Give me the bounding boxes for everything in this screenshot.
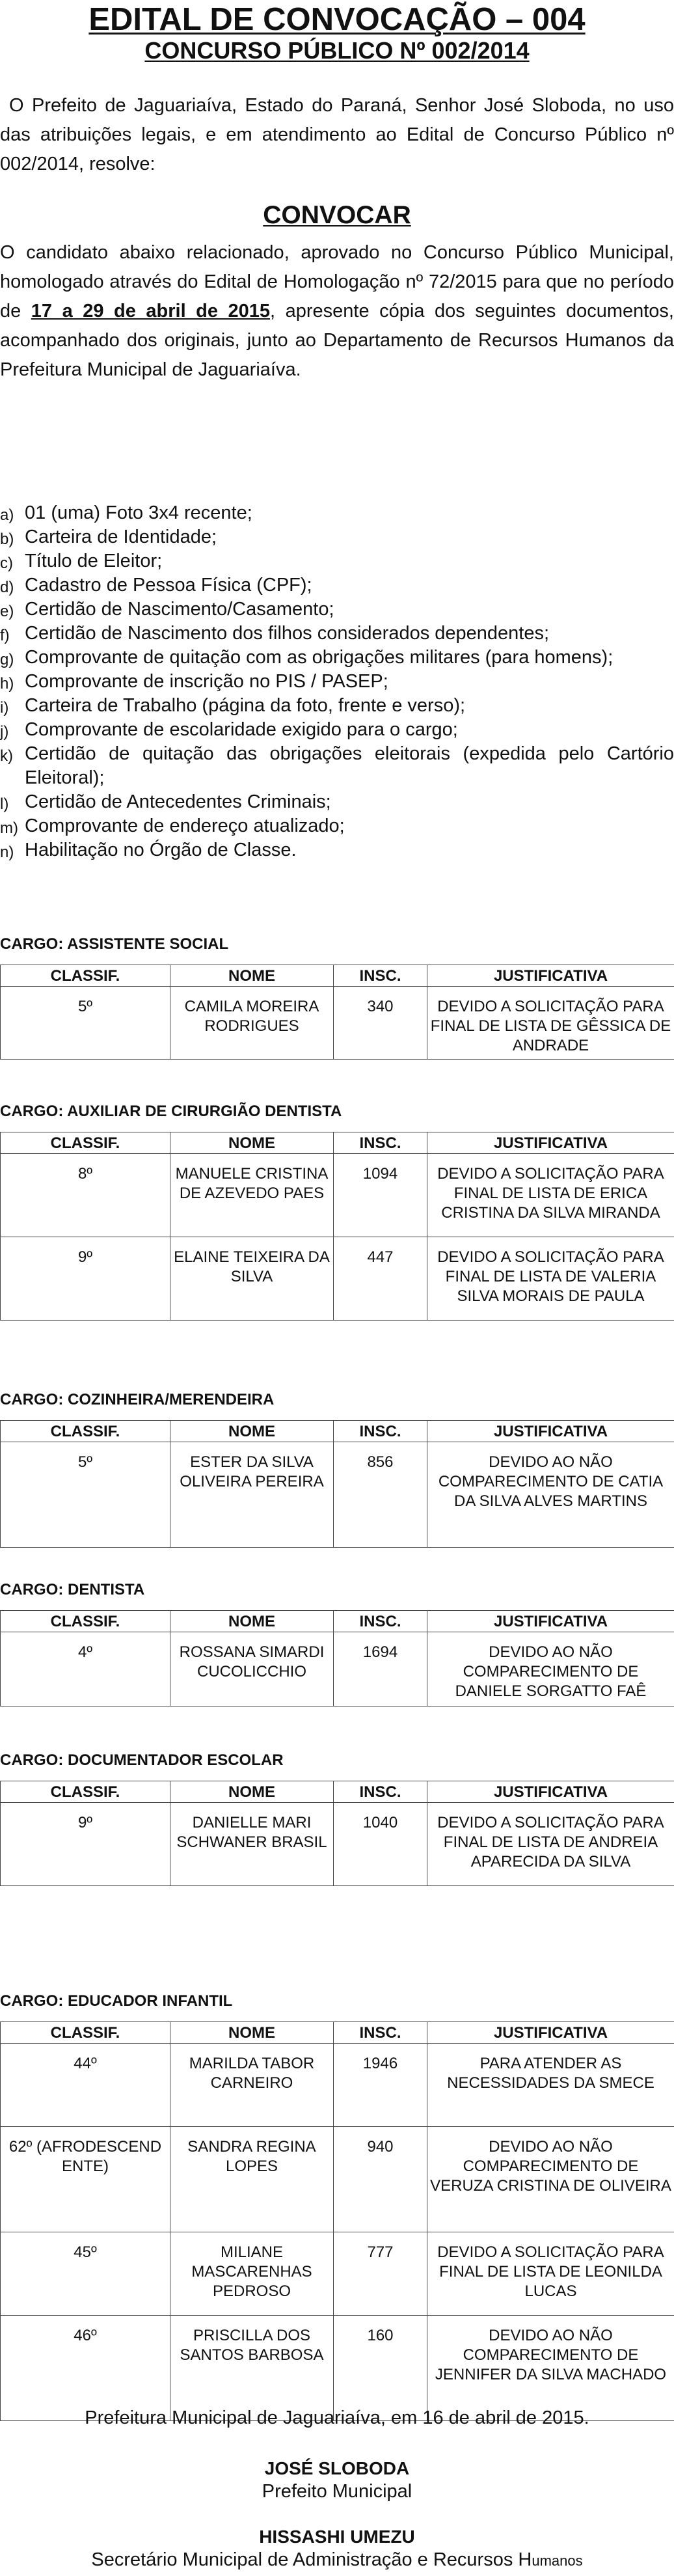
document-item [0, 549, 674, 573]
column-header: NOME [170, 1781, 334, 1803]
document-item [0, 501, 674, 525]
signer2-role-tail: umanos [532, 2553, 583, 2569]
candidates-table [0, 1420, 674, 1548]
cell-insc: 777 [334, 2232, 427, 2316]
documents-list [0, 501, 674, 862]
column-header: NOME [170, 1421, 334, 1442]
cargo-section [0, 1102, 674, 1321]
cell-just: PARA ATENDER AS NECESSIDADES DA SMECE [427, 2044, 674, 2127]
cell-just: DEVIDO A SOLICITAÇÃO PARA FINAL DE LISTA DE GÊSSICA DE ANDRADE [427, 987, 674, 1060]
document-item [0, 622, 674, 646]
candidates-table [0, 1132, 674, 1321]
candidates-table [0, 2021, 674, 2421]
cell-just: DEVIDO AO NÃO COMPARECIMENTO DE VERUZA CRISTINA DE OLIVEIRA [427, 2127, 674, 2232]
document-text: Comprovante de endereço atualizado; [25, 815, 345, 836]
document-item [0, 718, 674, 742]
convocation-period: 17 a 29 de abril de 2015 [31, 301, 271, 322]
document-letter: d) [0, 579, 14, 596]
cell-just: DEVIDO AO NÃO COMPARECIMENTO DE CATIA DA SILVA ALVES MARTINS [427, 1442, 674, 1548]
document-text: Certidão de Nascimento/Casamento; [25, 599, 334, 620]
cell-classif: 8º [1, 1154, 170, 1237]
cell-insc: 940 [334, 2127, 427, 2232]
column-header: INSC. [334, 1611, 427, 1632]
table-row [1, 2316, 674, 2421]
candidates-table [0, 1610, 674, 1706]
column-header: INSC. [334, 1421, 427, 1442]
document-text: 01 (uma) Foto 3x4 recente; [25, 502, 252, 523]
cell-nome: DANIELLE MARI SCHWANER BRASIL [170, 1803, 334, 1886]
document-letter: i) [0, 699, 9, 717]
document-text: Certidão de quitação das obrigações eleitorais (expedida pelo Cartório Eleitoral); [25, 743, 674, 788]
cell-just: DEVIDO A SOLICITAÇÃO PARA FINAL DE LISTA DE ERICA CRISTINA DA SILVA MIRANDA [427, 1154, 674, 1237]
document-text: Cadastro de Pessoa Física (CPF); [25, 575, 312, 596]
cell-just: DEVIDO A SOLICITAÇÃO PARA FINAL DE LISTA DE LEONILDA LUCAS [427, 2232, 674, 2316]
document-letter: g) [0, 651, 14, 668]
edital-subtitle: CONCURSO PÚBLICO Nº 002/2014 [144, 37, 530, 64]
intro-paragraph: O Prefeito de Jaguariaíva, Estado do Paraná, Senhor José Sloboda, no uso das atribuições legais, e em atendimento ao Edital de Concurso Público nº 002/2014, resolve: [0, 95, 674, 174]
convocation-paragraph [0, 238, 674, 385]
cell-just: DEVIDO AO NÃO COMPARECIMENTO DE JENNIFER DA SILVA MACHADO [427, 2316, 674, 2421]
cargo-section [0, 1580, 674, 1706]
cargo-section [0, 1992, 674, 2421]
cargo-heading: CARGO: DOCUMENTADOR ESCOLAR [0, 1751, 284, 1769]
document-item [0, 646, 674, 670]
table-header-row [1, 2022, 674, 2044]
document-letter: c) [0, 555, 13, 572]
cell-insc: 1946 [334, 2044, 427, 2127]
cell-just: DEVIDO A SOLICITAÇÃO PARA FINAL DE LISTA DE ANDREIA APARECIDA DA SILVA [427, 1803, 674, 1886]
cell-nome: ELAINE TEIXEIRA DA SILVA [170, 1237, 334, 1321]
cell-insc: 1040 [334, 1803, 427, 1886]
cell-classif: 9º [1, 1803, 170, 1886]
column-header: INSC. [334, 1781, 427, 1803]
document-letter: j) [0, 723, 9, 741]
cell-nome: SANDRA REGINA LOPES [170, 2127, 334, 2232]
cargo-heading: CARGO: DENTISTA [0, 1581, 145, 1598]
table-header-row [1, 1781, 674, 1803]
column-header: INSC. [334, 2022, 427, 2044]
table-row [1, 1237, 674, 1321]
document-item [0, 670, 674, 694]
cell-just: DEVIDO A SOLICITAÇÃO PARA FINAL DE LISTA DE VALERIA SILVA MORAIS DE PAULA [427, 1237, 674, 1321]
cell-just: DEVIDO AO NÃO COMPARECIMENTO DE DANIELE SORGATTO FAÊ [427, 1632, 674, 1706]
cell-classif: 9º [1, 1237, 170, 1321]
cell-classif: 62º (AFRODESCEND ENTE) [1, 2127, 170, 2232]
column-header: NOME [170, 1132, 334, 1154]
document-text: Habilitação no Órgão de Classe. [25, 840, 297, 860]
cargo-heading: CARGO: AUXILIAR DE CIRURGIÃO DENTISTA [0, 1103, 342, 1120]
cell-insc: 340 [334, 987, 427, 1060]
document-letter: f) [0, 627, 10, 644]
edital-title: EDITAL DE CONVOCAÇÃO – 004 [88, 2, 586, 37]
cargo-heading: CARGO: COZINHEIRA/MERENDEIRA [0, 1391, 275, 1408]
cell-nome: MANUELE CRISTINA DE AZEVEDO PAES [170, 1154, 334, 1237]
cell-classif: 45º [1, 2232, 170, 2316]
column-header: CLASSIF. [1, 1421, 170, 1442]
document-item [0, 694, 674, 718]
document-text: Comprovante de quitação com as obrigações militares (para homens); [25, 647, 613, 668]
cell-nome: ROSSANA SIMARDI CUCOLICCHIO [170, 1632, 334, 1706]
column-header: CLASSIF. [1, 1611, 170, 1632]
column-header: NOME [170, 2022, 334, 2044]
document-text: Certidão de Antecedentes Criminais; [25, 791, 331, 812]
document-letter: e) [0, 603, 14, 620]
table-row [1, 1632, 674, 1706]
column-header: INSC. [334, 965, 427, 987]
convocar-heading: CONVOCAR [263, 201, 411, 229]
cargo-heading: CARGO: ASSISTENTE SOCIAL [0, 935, 229, 953]
document-text: Carteira de Identidade; [25, 527, 217, 547]
cell-insc: 1694 [334, 1632, 427, 1706]
cargo-section [0, 1751, 674, 1886]
cell-nome: MARILDA TABOR CARNEIRO [170, 2044, 334, 2127]
document-text: Comprovante de inscrição no PIS / PASEP; [25, 671, 388, 692]
column-header: JUSTIFICATIVA [427, 1421, 674, 1442]
document-item [0, 573, 674, 597]
cargo-heading: CARGO: EDUCADOR INFANTIL [0, 1992, 233, 2010]
document-text: Comprovante de escolaridade exigido para o cargo; [25, 719, 458, 740]
document-text: Certidão de Nascimento dos filhos considerados dependentes; [25, 623, 550, 644]
column-header: CLASSIF. [1, 1781, 170, 1803]
cell-insc: 160 [334, 2316, 427, 2421]
document-text: Título de Eleitor; [25, 551, 163, 571]
column-header: JUSTIFICATIVA [427, 2022, 674, 2044]
candidates-table [0, 965, 674, 1060]
column-header: JUSTIFICATIVA [427, 1132, 674, 1154]
document-letter: h) [0, 675, 14, 692]
column-header: JUSTIFICATIVA [427, 1781, 674, 1803]
document-text: Carteira de Trabalho (página da foto, frente e verso); [25, 695, 466, 716]
column-header: CLASSIF. [1, 2022, 170, 2044]
convocation-text-after: , apresente cópia dos seguintes documentos, acompanhado dos originais, junto ao Departamento de Recursos Humanos da Prefeitura Municipal de Jaguariaíva. [0, 301, 674, 380]
cell-classif: 5º [1, 987, 170, 1060]
column-header: JUSTIFICATIVA [427, 965, 674, 987]
table-header-row [1, 965, 674, 987]
cell-classif: 5º [1, 1442, 170, 1548]
document-item [0, 790, 674, 814]
cell-insc: 1094 [334, 1154, 427, 1237]
column-header: NOME [170, 965, 334, 987]
signer2-name: HISSASHI UMEZU [259, 2527, 415, 2547]
document-letter: a) [0, 506, 14, 524]
column-header: NOME [170, 1611, 334, 1632]
signer2-role-main: Secretário Municipal de Administração e Recursos H [91, 2549, 532, 2570]
document-item [0, 838, 674, 862]
document-letter: n) [0, 843, 14, 861]
document-item [0, 525, 674, 549]
cell-nome: MILIANE MASCARENHAS PEDROSO [170, 2232, 334, 2316]
cell-nome: CAMILA MOREIRA RODRIGUES [170, 987, 334, 1060]
cell-insc: 447 [334, 1237, 427, 1321]
table-row [1, 2232, 674, 2316]
column-header: CLASSIF. [1, 1132, 170, 1154]
table-row [1, 2127, 674, 2232]
document-letter: l) [0, 795, 9, 813]
table-header-row [1, 1421, 674, 1442]
document-item [0, 597, 674, 622]
column-header: CLASSIF. [1, 965, 170, 987]
table-row [1, 1154, 674, 1237]
table-row [1, 2044, 674, 2127]
document-letter: k) [0, 747, 13, 765]
signer1-name: JOSÉ SLOBODA [264, 2458, 410, 2478]
document-item [0, 814, 674, 838]
signer2-role [0, 2548, 674, 2573]
candidates-table [0, 1781, 674, 1886]
document-item [0, 742, 674, 790]
cell-classif: 46º [1, 2316, 170, 2421]
column-header: JUSTIFICATIVA [427, 1611, 674, 1632]
table-header-row [1, 1611, 674, 1632]
table-row [1, 1803, 674, 1886]
cell-nome: ESTER DA SILVA OLIVEIRA PEREIRA [170, 1442, 334, 1548]
cargo-section [0, 935, 674, 1060]
cell-insc: 856 [334, 1442, 427, 1548]
cell-classif: 44º [1, 2044, 170, 2127]
convocation-text-before: O candidato abaixo relacionado, aprovado no Concurso Público Municipal, homologado através do Edital de Homologação nº 72/2015 para que no período de [0, 242, 674, 322]
table-header-row [1, 1132, 674, 1154]
cargo-section [0, 1390, 674, 1548]
signer1-role: Prefeito Municipal [262, 2481, 412, 2502]
cell-nome: PRISCILLA DOS SANTOS BARBOSA [170, 2316, 334, 2421]
table-row [1, 1442, 674, 1548]
column-header: INSC. [334, 1132, 427, 1154]
table-row [1, 987, 674, 1060]
cell-classif: 4º [1, 1632, 170, 1706]
document-letter: b) [0, 530, 14, 548]
document-letter: m) [0, 819, 18, 837]
place-date: Prefeitura Municipal de Jaguariaíva, em 16 de abril de 2015. [85, 2407, 589, 2428]
